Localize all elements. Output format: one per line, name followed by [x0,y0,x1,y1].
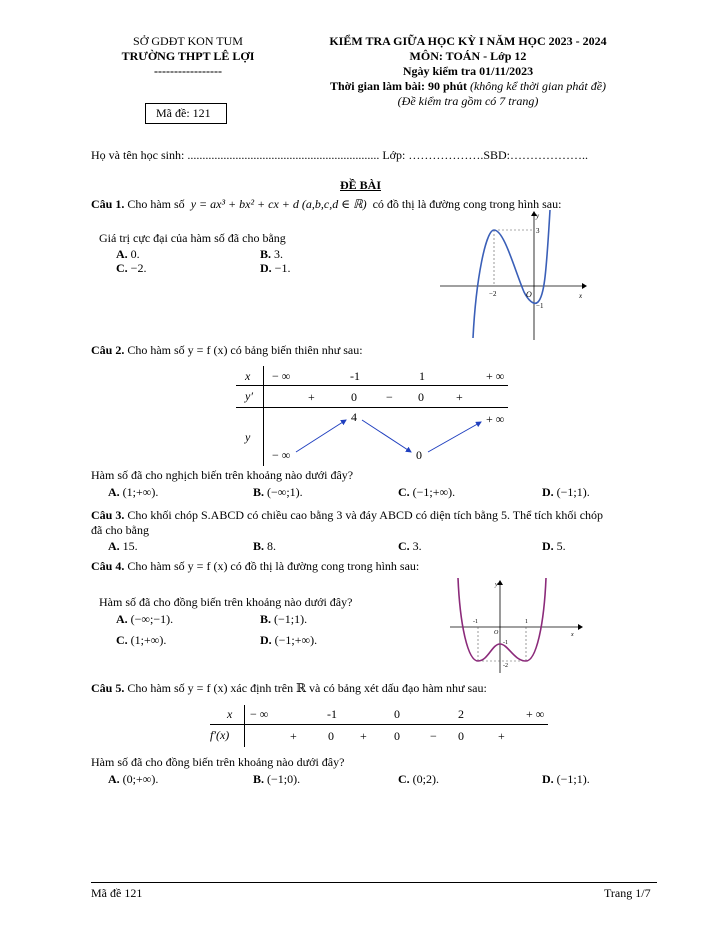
exam-date: Ngày kiểm tra 01/11/2023 [402,64,534,78]
question-3-stem [91,508,603,523]
q5-option-d[interactable]: D. (−1;1). [542,772,590,786]
q3-line1: Cho khối chóp S.ABCD có chiều cao bằng 3 và đáy ABCD có diện tích bằng 5. Thể tích khối chóp [127,508,604,522]
q5-sign-3: 0 [394,729,400,743]
q5-sign-0: + [290,729,297,743]
arrow-up-1 [296,420,346,452]
department-name: SỞ GDĐT KON TUM [133,34,243,48]
q1-option-b[interactable]: B. 3. [260,247,284,261]
q5-x-0: − ∞ [250,707,269,721]
q2-y-minus-inf: − ∞ [272,448,291,462]
q1-cubic-graph [438,208,588,343]
q1-stem-a: Cho hàm số [127,197,185,211]
y-arrow [497,580,503,585]
q4-tick-y-minus1: -1 [503,640,508,646]
q2-stem-text: Cho hàm số y = f (x) có bảng biến thiên như sau: [127,343,363,357]
q4-x-label: x [571,632,574,638]
x-arrow [582,283,587,289]
question-2-stem [91,343,363,358]
q2-sign-4: + [456,390,463,404]
q2-x-label: x [245,369,251,383]
q2-sign-3: 0 [418,390,424,404]
time-limit: Thời gian làm bài: 90 phút [329,79,467,93]
q1-tick-minus2: −2 [489,290,497,298]
student-info-line: Họ và tên học sinh: ................................................................ Lớp: ……………….SBD:……………….. [91,148,589,162]
q1-tick-3: 3 [536,227,540,235]
q5-sign-1: 0 [328,729,334,743]
q4-option-b[interactable]: B. (−1;1). [260,612,308,626]
footer-rule [91,882,657,883]
q2-y-plus-inf: + ∞ [486,412,505,426]
q4-option-d[interactable]: D. (−1;+∞). [260,633,318,647]
footer-page: Trang 1/7 [604,886,651,900]
q5-f-label: f′(x) [210,728,230,742]
q5-stem-text: Cho hàm số y = f (x) xác định trên ℝ và có bảng xét dấu đạo hàm như sau: [127,681,487,695]
q4-tick-1: 1 [525,619,528,625]
header-left [108,34,268,79]
x-arrow [578,624,583,630]
q4-quartic-graph [448,576,584,674]
q4-option-c[interactable]: C. (1;+∞). [116,633,167,647]
question-5-stem [91,681,487,696]
arrow-up-2 [428,422,481,452]
exam-code: Mã đề: 121 [156,106,211,120]
header-dashes: ----------------- [154,64,222,78]
question-5-label: Câu 5. [91,681,125,695]
q1-stem-b: có đồ thị là đường cong trong hình sau: [372,197,562,211]
q5-sign-4: − [430,729,437,743]
q1-x-label: x [579,292,583,300]
q2-arrows [236,366,508,466]
q5-option-b[interactable]: B. (−1;0). [253,772,301,786]
q3-option-b[interactable]: B. 8. [253,539,277,553]
q2-option-b[interactable]: B. (−∞;1). [253,485,303,499]
q3-option-d[interactable]: D. 5. [542,539,566,553]
q4-stem-text: Cho hàm số y = f (x) có đồ thị là đường cong trong hình sau: [127,559,420,573]
q3-line2: đã cho bằng [91,523,149,537]
q1-y-label: y [536,212,540,220]
q2-option-a[interactable]: A. (1;+∞). [108,485,159,499]
question-2-sub: Hàm số đã cho nghịch biến trên khoảng nào dưới đây? [91,468,354,482]
q4-origin: O [494,630,499,636]
header-right [300,34,636,109]
q2-variation-table [236,366,508,466]
q1-option-a[interactable]: A. 0. [116,247,140,261]
q2-sign-2: − [386,390,393,404]
footer-code: Mã đề 121 [91,886,143,900]
q4-y-label: y [495,582,498,588]
question-2-label: Câu 2. [91,343,125,357]
q2-y-label: y [245,430,251,444]
q1-option-d[interactable]: D. −1. [260,261,291,275]
exam-title: KIỂM TRA GIỮA HỌC KỲ I NĂM HỌC 2023 - 2024 [329,34,607,48]
q2-x-3: + ∞ [486,369,505,383]
q2-option-c[interactable]: C. (−1;+∞). [398,485,456,499]
question-4-stem [91,559,419,574]
q5-option-c[interactable]: C. (0;2). [398,772,439,786]
school-name: TRƯỜNG THPT LÊ LỢI [121,49,255,63]
q5-sign-2: + [360,729,367,743]
subject-line: MÔN: TOÁN - Lớp 12 [409,49,527,63]
q1-formula: y = ax³ + bx² + cx + d (a,b,c,d ∈ ℝ) [190,197,367,211]
question-5-sub: Hàm số đã cho đồng biến trên khoảng nào dưới đây? [91,755,345,769]
q2-x-1: -1 [350,369,360,383]
question-4-label: Câu 4. [91,559,125,573]
q5-option-a[interactable]: A. (0;+∞). [108,772,159,786]
time-note: (không kể thời gian phát đề) [469,79,607,93]
q2-x-2: 1 [419,369,425,383]
q4-tick-minus1: -1 [473,619,478,625]
section-title: ĐỀ BÀI [340,178,382,192]
q2-sign-0: + [308,390,315,404]
arrow-down [362,420,411,452]
q5-x-3: 2 [458,707,464,721]
question-4-sub: Hàm số đã cho đồng biến trên khoảng nào dưới đây? [99,595,353,609]
q3-option-c[interactable]: C. 3. [398,539,422,553]
q2-sign-1: 0 [351,390,357,404]
time-line [300,79,636,94]
question-1-label: Câu 1. [91,197,125,211]
q5-sign-6: + [498,729,505,743]
quartic-curve [458,578,546,661]
q4-option-a[interactable]: A. (−∞;−1). [116,612,174,626]
q5-sign-5: 0 [458,729,464,743]
question-1-sub: Giá trị cực đại của hàm số đã cho bằng [99,231,286,245]
q2-dy-label: y′ [245,389,253,403]
q2-y-max: 4 [351,410,357,424]
q2-y-min: 0 [416,448,422,462]
q5-x-4: + ∞ [526,707,545,721]
q1-origin: O [526,290,532,299]
exam-code-box [145,103,227,124]
q5-sign-table [210,705,548,747]
pages-note: (Đề kiểm tra gồm có 7 trang) [397,94,539,108]
q4-tick-y-minus2: -2 [503,663,508,669]
q2-option-d[interactable]: D. (−1;1). [542,485,590,499]
question-3-label: Câu 3. [91,508,125,522]
q1-option-c[interactable]: C. −2. [116,261,147,275]
q5-x-1: -1 [327,707,337,721]
q2-x-0: − ∞ [272,369,291,383]
q5-x-label: x [227,707,233,721]
q5-x-2: 0 [394,707,400,721]
q3-option-a[interactable]: A. 15. [108,539,138,553]
q1-tick-minus1: −1 [536,302,544,310]
